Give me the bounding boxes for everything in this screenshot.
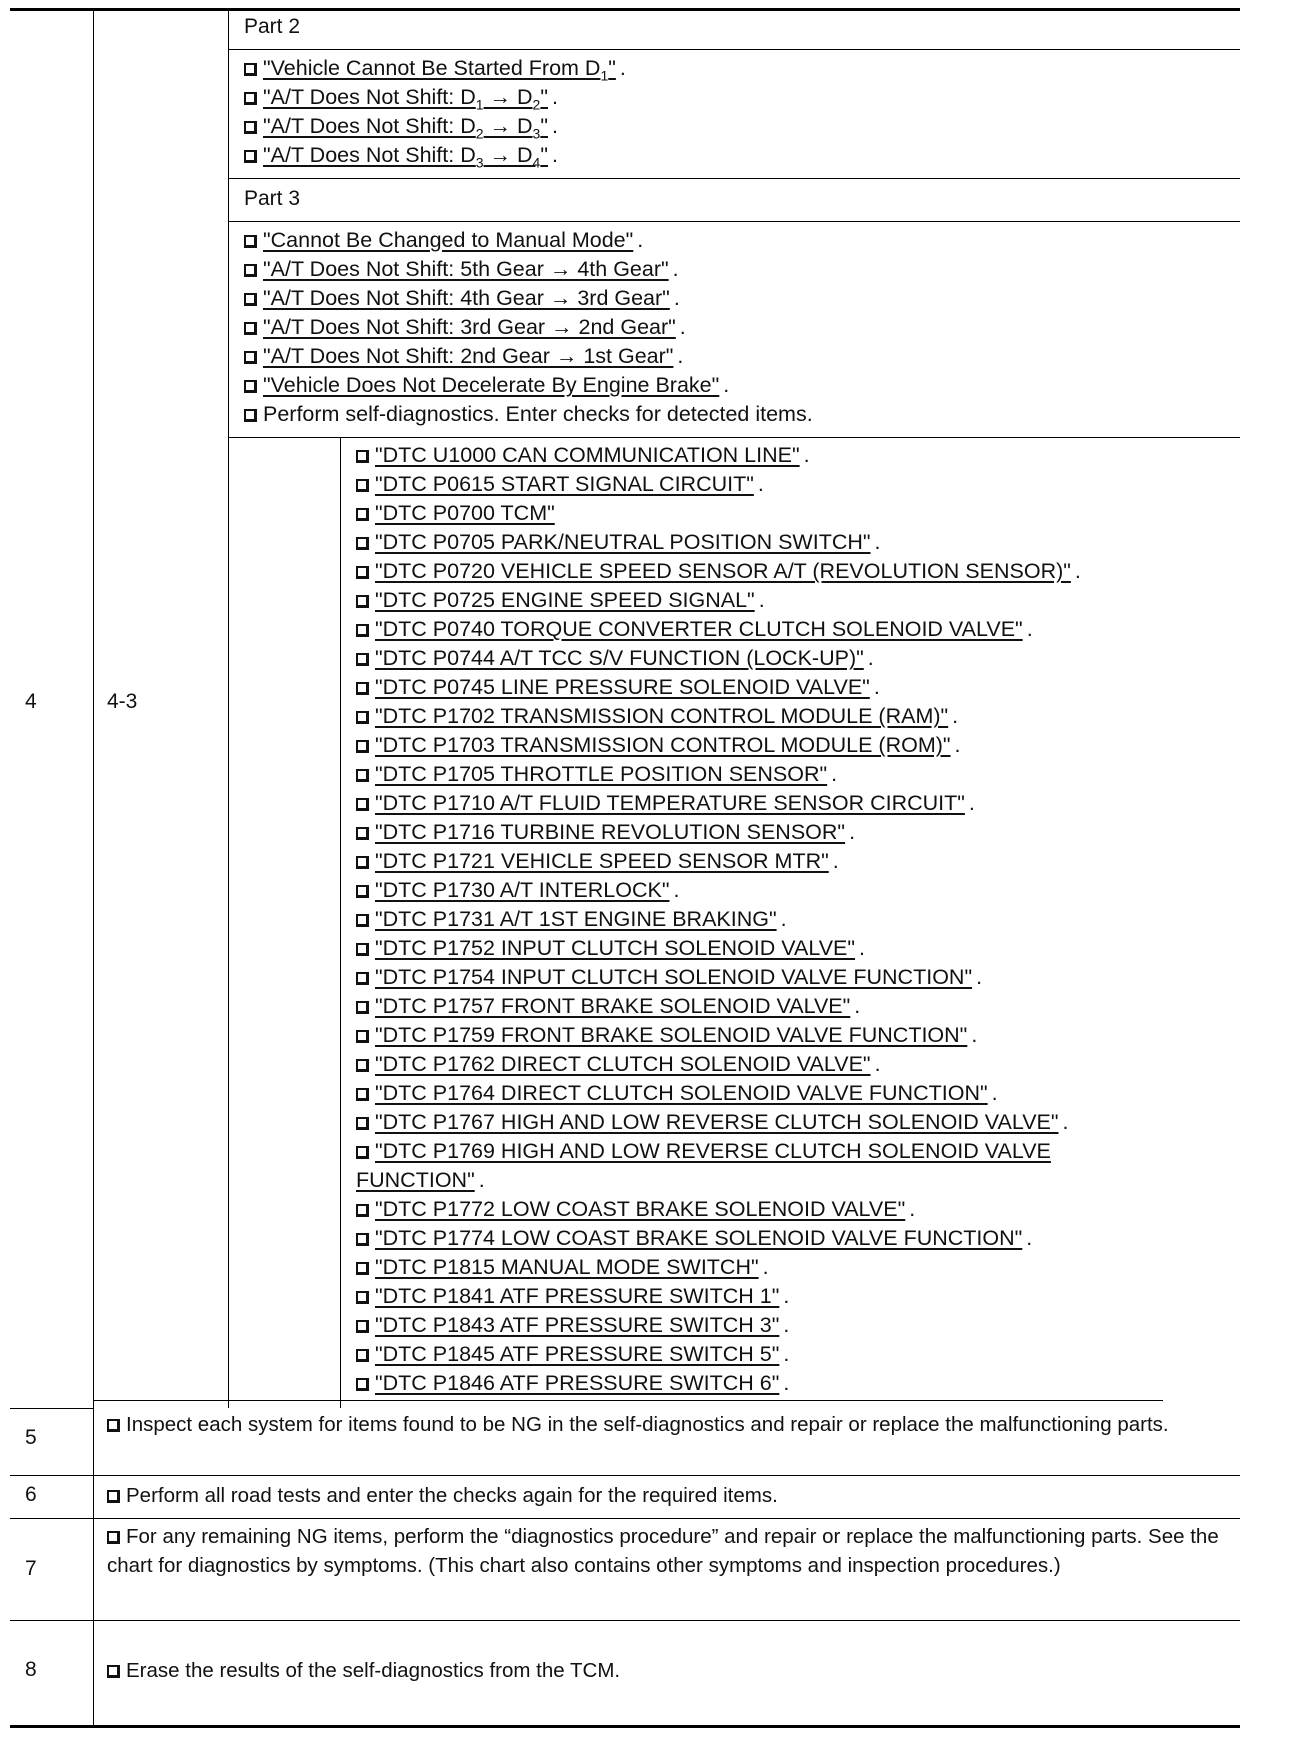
checkbox-icon[interactable] [356, 1262, 369, 1275]
dtc-item[interactable] [356, 731, 961, 760]
dtc-link[interactable]: "DTC P1702 TRANSMISSION CONTROL MODULE (RAM)" [375, 704, 949, 728]
dtc-suffix: . [783, 1342, 790, 1366]
dtc-item[interactable] [356, 847, 839, 876]
checkbox-icon[interactable] [356, 1030, 369, 1043]
dtc-link[interactable]: "DTC P0740 TORQUE CONVERTER CLUTCH SOLENOID VALVE" [375, 617, 1023, 641]
dtc-suffix: . [971, 1023, 978, 1047]
item-link[interactable]: "Vehicle Does Not Decelerate By Engine Brake" [263, 373, 720, 397]
table-top-border [10, 8, 1240, 11]
checkbox-icon[interactable] [244, 380, 257, 393]
checkbox-icon[interactable] [356, 885, 369, 898]
dtc-item[interactable] [356, 1224, 1032, 1253]
dtc-suffix: . [783, 1313, 790, 1337]
part3-item[interactable]: "A/T Does Not Shift: 2nd Gear → 1st Gear" . [244, 342, 683, 371]
checkbox-icon[interactable] [244, 322, 257, 335]
checkbox-icon[interactable] [244, 150, 257, 163]
dtc-suffix: . [1062, 1110, 1069, 1134]
col-divider-1 [93, 10, 94, 1726]
dtc-item[interactable] [356, 1282, 789, 1311]
checkbox-icon[interactable] [356, 972, 369, 985]
checkbox-icon[interactable] [356, 914, 369, 927]
part2-item[interactable]: "Vehicle Cannot Be Started From $D_1$" . [244, 54, 626, 83]
dtc-link[interactable]: "DTC P1705 THROTTLE POSITION SENSOR" [375, 762, 828, 786]
dtc-link[interactable]: "DTC P1757 FRONT BRAKE SOLENOID VALVE" [375, 994, 851, 1018]
checkbox-icon[interactable] [356, 624, 369, 637]
checkbox-icon[interactable] [244, 92, 257, 105]
item-link[interactable]: "A/T Does Not Shift: 5th Gear → 4th Gear" [263, 257, 669, 281]
checkbox-icon[interactable] [356, 798, 369, 811]
dtc-item-continued[interactable] [356, 1166, 485, 1195]
checkbox-icon[interactable] [356, 1001, 369, 1014]
step-number-4: 4 [25, 690, 37, 713]
checkbox-icon[interactable] [356, 943, 369, 956]
dtc-block-top [228, 437, 1240, 438]
dtc-suffix: . [849, 820, 856, 844]
checkbox-icon[interactable] [356, 682, 369, 695]
dtc-suffix: . [854, 994, 861, 1018]
dtc-suffix: . [758, 588, 765, 612]
dtc-link[interactable]: "DTC P0705 PARK/NEUTRAL POSITION SWITCH" [375, 530, 871, 554]
part3-item[interactable]: "Cannot Be Changed to Manual Mode" . [244, 226, 643, 255]
item-link[interactable]: "Cannot Be Changed to Manual Mode" [263, 228, 634, 252]
dtc-item[interactable] [356, 876, 679, 905]
row7-bottom [10, 1620, 1240, 1621]
step-number-7: 7 [25, 1557, 37, 1580]
checkbox-icon[interactable] [356, 537, 369, 550]
dtc-link[interactable]: "DTC P1721 VEHICLE SPEED SENSOR MTR" [375, 849, 829, 873]
checkbox-icon[interactable] [356, 856, 369, 869]
part3-item[interactable]: "Vehicle Does Not Decelerate By Engine Brake" . [244, 371, 729, 400]
dtc-item[interactable] [356, 1253, 769, 1282]
dtc-suffix: . [968, 791, 975, 815]
checkbox-icon[interactable] [244, 293, 257, 306]
checkbox-icon[interactable] [356, 1146, 369, 1159]
step6-text[interactable]: Perform all road tests and enter the checks again for the required items. [107, 1481, 1237, 1510]
checkbox-icon[interactable] [356, 1059, 369, 1072]
dtc-item[interactable] [356, 644, 874, 673]
dtc-suffix: . [976, 965, 983, 989]
dtc-link[interactable]: "DTC P1731 A/T 1ST ENGINE BRAKING" [375, 907, 777, 931]
checkbox-icon[interactable] [107, 1531, 120, 1544]
dtc-link[interactable]: "DTC P0700 TCM" [375, 501, 555, 525]
dtc-link[interactable]: "DTC P1716 TURBINE REVOLUTION SENSOR" [375, 820, 846, 844]
dtc-item[interactable] [356, 992, 860, 1021]
dtc-item[interactable] [356, 586, 765, 615]
dtc-link[interactable]: "DTC P1767 HIGH AND LOW REVERSE CLUTCH SOLENOID VALVE" [375, 1110, 1059, 1134]
row4-bottom [10, 1408, 93, 1409]
dtc-item[interactable] [356, 1369, 789, 1398]
row6-bottom [10, 1518, 1240, 1519]
part2-item[interactable]: "A/T Does Not Shift: $D_3 \to D_4$" . [244, 141, 558, 170]
dtc-suffix: . [783, 1371, 790, 1395]
dtc-suffix: . [1026, 617, 1033, 641]
item-link[interactable]: "A/T Does Not Shift: 2nd Gear → 1st Gear" [263, 344, 674, 368]
dtc-item[interactable] [356, 1021, 977, 1050]
dtc-link[interactable]: "DTC P1774 LOW COAST BRAKE SOLENOID VALVE FUNCTION" [375, 1226, 1023, 1250]
step-number-6: 6 [25, 1483, 37, 1506]
part3-item[interactable]: "A/T Does Not Shift: 5th Gear → 4th Gear" . [244, 255, 679, 284]
checkbox-icon[interactable] [356, 1320, 369, 1333]
dtc-item[interactable] [356, 528, 881, 557]
checkbox-icon[interactable] [356, 595, 369, 608]
dtc-suffix: . [803, 443, 810, 467]
dtc-suffix: . [859, 936, 866, 960]
dtc-link[interactable]: "DTC P1772 LOW COAST BRAKE SOLENOID VALVE" [375, 1197, 906, 1221]
dtc-link[interactable]: "DTC P1769 HIGH AND LOW REVERSE CLUTCH SOLENOID VALVE [375, 1139, 1051, 1163]
dtc-link[interactable]: "DTC P1843 ATF PRESSURE SWITCH 3" [375, 1313, 780, 1337]
part3-header-divider [228, 221, 1240, 222]
dtc-suffix: . [874, 530, 881, 554]
checkbox-icon[interactable] [356, 1291, 369, 1304]
item-link[interactable]: "A/T Does Not Shift: $D_1 \to D_2$" [263, 85, 548, 113]
dtc-link[interactable]: "DTC P0725 ENGINE SPEED SIGNAL" [375, 588, 755, 612]
dtc-link[interactable]: "DTC P1730 A/T INTERLOCK" [375, 878, 670, 902]
part3-item[interactable]: "A/T Does Not Shift: 3rd Gear → 2nd Gear" . [244, 313, 686, 342]
dtc-link[interactable]: "DTC P1846 ATF PRESSURE SWITCH 6" [375, 1371, 780, 1395]
dtc-item[interactable] [356, 557, 1081, 586]
checkbox-icon[interactable] [356, 740, 369, 753]
checkbox-icon[interactable] [107, 1419, 120, 1432]
col-divider-3 [340, 437, 341, 1408]
dtc-link[interactable]: "DTC U1000 CAN COMMUNICATION LINE" [375, 443, 800, 467]
item-link[interactable]: "A/T Does Not Shift: 3rd Gear → 2nd Gear" [263, 315, 676, 339]
dtc-link[interactable]: "DTC P1762 DIRECT CLUTCH SOLENOID VALVE" [375, 1052, 871, 1076]
step-number-5: 5 [25, 1426, 37, 1449]
dtc-suffix: . [780, 907, 787, 931]
dtc-item[interactable] [356, 1311, 789, 1340]
dtc-suffix: . [832, 849, 839, 873]
dtc-suffix: . [1074, 559, 1081, 583]
part2-header-divider [228, 49, 1240, 50]
dtc-suffix: . [673, 878, 680, 902]
dtc-item[interactable] [356, 441, 810, 470]
step5-text[interactable]: Inspect each system for items found to be NG in the self-diagnostics and repair or replace the malfunctioning parts. [107, 1410, 1237, 1439]
dtc-item[interactable] [356, 702, 958, 731]
dtc-item[interactable] [356, 470, 764, 499]
dtc-suffix: . [478, 1168, 485, 1192]
dtc-link[interactable]: "DTC P0744 A/T TCC S/V FUNCTION (LOCK-UP)" [375, 646, 864, 670]
dtc-link[interactable]: "DTC P1815 MANUAL MODE SWITCH" [375, 1255, 759, 1279]
dtc-item[interactable] [356, 1050, 881, 1079]
dtc-link[interactable]: "DTC P1841 ATF PRESSURE SWITCH 1" [375, 1284, 780, 1308]
dtc-block-bottom [93, 1400, 1163, 1401]
part2-item[interactable]: "A/T Does Not Shift: $D_2 \to D_3$" . [244, 112, 558, 141]
checkbox-icon[interactable] [356, 653, 369, 666]
dtc-suffix: . [1026, 1226, 1033, 1250]
checkbox-icon[interactable] [356, 1204, 369, 1217]
col-divider-2 [228, 10, 229, 1408]
dtc-suffix: . [757, 472, 764, 496]
dtc-link[interactable]: FUNCTION" [356, 1168, 475, 1192]
dtc-link[interactable]: "DTC P0745 LINE PRESSURE SOLENOID VALVE" [375, 675, 870, 699]
dtc-suffix: . [867, 646, 874, 670]
checkbox-icon[interactable] [356, 827, 369, 840]
step8-text[interactable]: Erase the results of the self-diagnostics from the TCM. [107, 1656, 1237, 1685]
part2-title: Part 2 [244, 15, 301, 38]
dtc-link[interactable]: "DTC P1710 A/T FLUID TEMPERATURE SENSOR CIRCUIT" [375, 791, 965, 815]
checkbox-icon[interactable] [244, 121, 257, 134]
part3-header-top [228, 178, 1240, 179]
checkbox-icon[interactable] [356, 508, 369, 521]
checkbox-icon[interactable] [244, 264, 257, 277]
dtc-item[interactable] [356, 1137, 1051, 1166]
checkbox-icon[interactable] [356, 566, 369, 579]
checkbox-icon[interactable] [356, 450, 369, 463]
dtc-suffix: . [783, 1284, 790, 1308]
table-bottom-border [10, 1725, 1240, 1728]
step7-text[interactable]: For any remaining NG items, perform the “diagnostics procedure” and repair or replace the malfunctioning parts. See the chart for diagnostics by symptoms. (This chart also contains other symptoms and inspection procedures.) [107, 1525, 1219, 1577]
checkbox-icon[interactable] [107, 1665, 120, 1678]
dtc-item[interactable] [356, 760, 837, 789]
dtc-suffix: . [831, 762, 838, 786]
dtc-item[interactable] [356, 1079, 998, 1108]
dtc-link[interactable]: "DTC P1759 FRONT BRAKE SOLENOID VALVE FUNCTION" [375, 1023, 968, 1047]
checkbox-icon[interactable] [356, 479, 369, 492]
dtc-item[interactable] [356, 905, 787, 934]
item-link[interactable]: "A/T Does Not Shift: $D_2 \to D_3$" [263, 114, 548, 142]
dtc-suffix: . [762, 1255, 769, 1279]
checkbox-icon[interactable] [244, 351, 257, 364]
dtc-link[interactable]: "DTC P0720 VEHICLE SPEED SENSOR A/T (REVOLUTION SENSOR)" [375, 559, 1071, 583]
part3-item[interactable]: "A/T Does Not Shift: 4th Gear → 3rd Gear" . [244, 284, 680, 313]
checkbox-icon[interactable] [244, 409, 257, 422]
dtc-suffix: . [874, 1052, 881, 1076]
dtc-link[interactable]: "DTC P1754 INPUT CLUTCH SOLENOID VALVE FUNCTION" [375, 965, 973, 989]
self-diag-item[interactable]: Perform self-diagnostics. Enter checks for detected items. [244, 400, 813, 429]
checkbox-icon[interactable] [356, 1378, 369, 1391]
dtc-link[interactable]: "DTC P0615 START SIGNAL CIRCUIT" [375, 472, 754, 496]
checkbox-icon[interactable] [356, 1233, 369, 1246]
dtc-item[interactable] [356, 615, 1033, 644]
checkbox-icon[interactable] [356, 1117, 369, 1130]
dtc-item[interactable] [356, 963, 982, 992]
step-number-8: 8 [25, 1658, 37, 1681]
dtc-suffix: . [873, 675, 880, 699]
checkbox-icon[interactable] [107, 1490, 120, 1503]
dtc-link[interactable]: "DTC P1752 INPUT CLUTCH SOLENOID VALVE" [375, 936, 856, 960]
dtc-item[interactable] [356, 1195, 915, 1224]
dtc-item[interactable] [356, 934, 865, 963]
dtc-item[interactable] [356, 499, 559, 528]
part2-item[interactable]: "A/T Does Not Shift: $D_1 \to D_2$" . [244, 83, 558, 112]
dtc-item[interactable] [356, 673, 880, 702]
checkbox-icon[interactable] [356, 769, 369, 782]
dtc-suffix: . [952, 704, 959, 728]
dtc-link[interactable]: "DTC P1764 DIRECT CLUTCH SOLENOID VALVE FUNCTION" [375, 1081, 988, 1105]
item-link[interactable]: "A/T Does Not Shift: $D_3 \to D_4$" [263, 143, 548, 171]
dtc-item[interactable] [356, 1340, 789, 1369]
checkbox-icon[interactable] [244, 235, 257, 248]
dtc-item[interactable] [356, 818, 855, 847]
checkbox-icon[interactable] [356, 1088, 369, 1101]
dtc-item[interactable] [356, 789, 975, 818]
item-link[interactable]: "Vehicle Cannot Be Started From $D_1$" [263, 56, 616, 84]
dtc-suffix: . [909, 1197, 916, 1221]
dtc-suffix: . [991, 1081, 998, 1105]
dtc-suffix: . [954, 733, 961, 757]
item-link[interactable]: "A/T Does Not Shift: 4th Gear → 3rd Gear" [263, 286, 670, 310]
checkbox-icon[interactable] [356, 711, 369, 724]
row5-bottom [10, 1475, 1240, 1476]
substep-number: 4-3 [107, 690, 138, 713]
dtc-link[interactable]: "DTC P1845 ATF PRESSURE SWITCH 5" [375, 1342, 780, 1366]
dtc-link[interactable]: "DTC P1703 TRANSMISSION CONTROL MODULE (ROM)" [375, 733, 951, 757]
checkbox-icon[interactable] [356, 1349, 369, 1362]
part3-title: Part 3 [244, 187, 301, 210]
dtc-item[interactable] [356, 1108, 1069, 1137]
checkbox-icon[interactable] [244, 63, 257, 76]
